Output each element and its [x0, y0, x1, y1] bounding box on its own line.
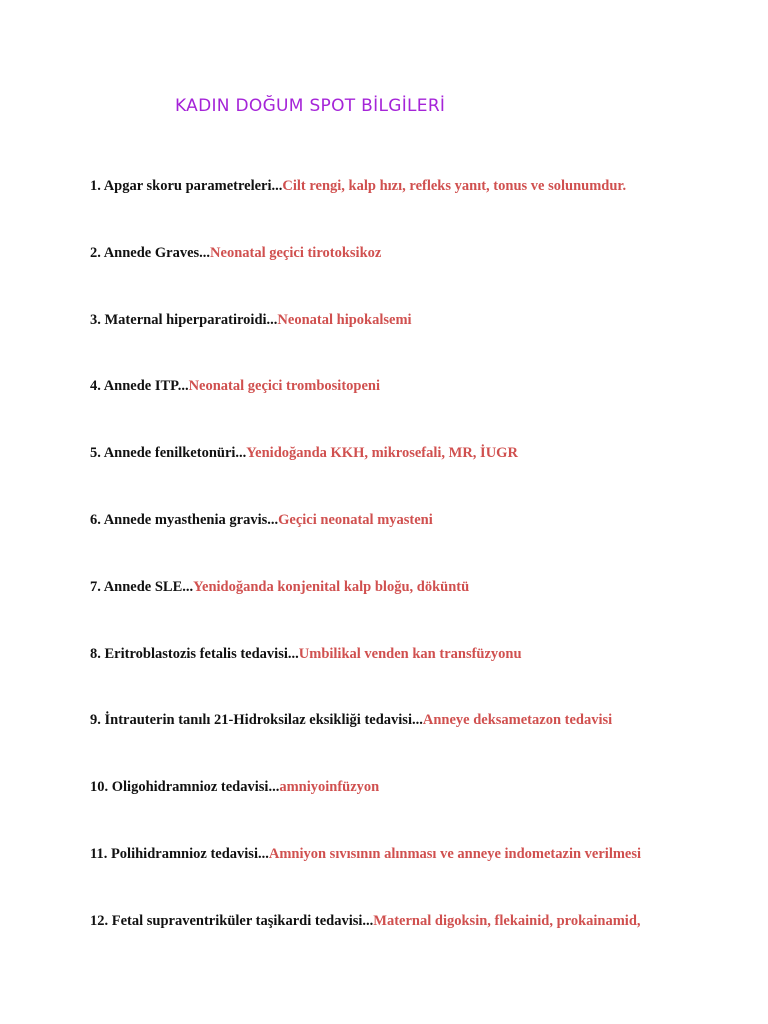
item-question: 5. Annede fenilketonüri... — [90, 445, 247, 462]
item-question: 10. Oligohidramnioz tedavisi... — [90, 779, 280, 796]
item-question: 12. Fetal supraventriküler taşikardi tedavisi... — [90, 912, 374, 929]
item-question: 2. Annede Graves... — [90, 244, 211, 261]
item-question: 4. Annede ITP... — [90, 378, 189, 395]
list-item — [90, 912, 750, 930]
list-item — [90, 845, 750, 863]
list-item — [90, 177, 750, 195]
page-title: KADIN DOĞUM SPOT BİLGİLERİ — [175, 96, 446, 116]
item-answer: Maternal digoksin, flekainid, prokainamid, — [373, 912, 641, 929]
item-question: 1. Apgar skoru parametreleri... — [90, 178, 283, 194]
item-answer: Cilt rengi, kalp hızı, refleks yanıt, tonus ve solunumdur. — [282, 178, 627, 194]
item-answer: Geçici neonatal myasteni — [278, 511, 433, 528]
item-answer: Neonatal geçici tirotoksikoz — [210, 244, 382, 261]
fact-list — [90, 177, 750, 979]
list-item — [90, 311, 750, 329]
item-question: 7. Annede SLE... — [90, 578, 194, 595]
item-answer: Amniyon sıvısının alınması ve anneye indometazin verilmesi — [268, 845, 642, 862]
item-answer: Umbilikal venden kan transfüzyonu — [298, 645, 522, 662]
list-item — [90, 244, 750, 262]
list-item — [90, 511, 750, 529]
item-answer: Yenidoğanda konjenital kalp bloğu, döküntü — [193, 578, 470, 595]
item-answer: Neonatal hipokalsemi — [277, 311, 412, 328]
list-item — [90, 778, 750, 796]
list-item — [90, 711, 750, 729]
list-item — [90, 578, 750, 596]
item-answer: Neonatal geçici trombositopeni — [188, 378, 381, 395]
item-question: 3. Maternal hiperparatiroidi... — [90, 311, 278, 328]
item-question: 8. Eritroblastozis fetalis tedavisi... — [90, 645, 299, 662]
list-item — [90, 444, 750, 462]
item-answer: Yenidoğanda KKH, mikrosefali, MR, İUGR — [246, 445, 518, 462]
item-answer: amniyoinfüzyon — [279, 779, 380, 796]
item-question: 11. Polihidramnioz tedavisi... — [90, 845, 269, 862]
item-question: 6. Annede myasthenia gravis... — [90, 511, 279, 528]
list-item — [90, 377, 750, 395]
item-question: 9. İntrauterin tanılı 21-Hidroksilaz eksikliği tedavisi... — [90, 712, 423, 729]
item-answer: Anneye deksametazon tedavisi — [422, 712, 613, 729]
list-item — [90, 645, 750, 663]
